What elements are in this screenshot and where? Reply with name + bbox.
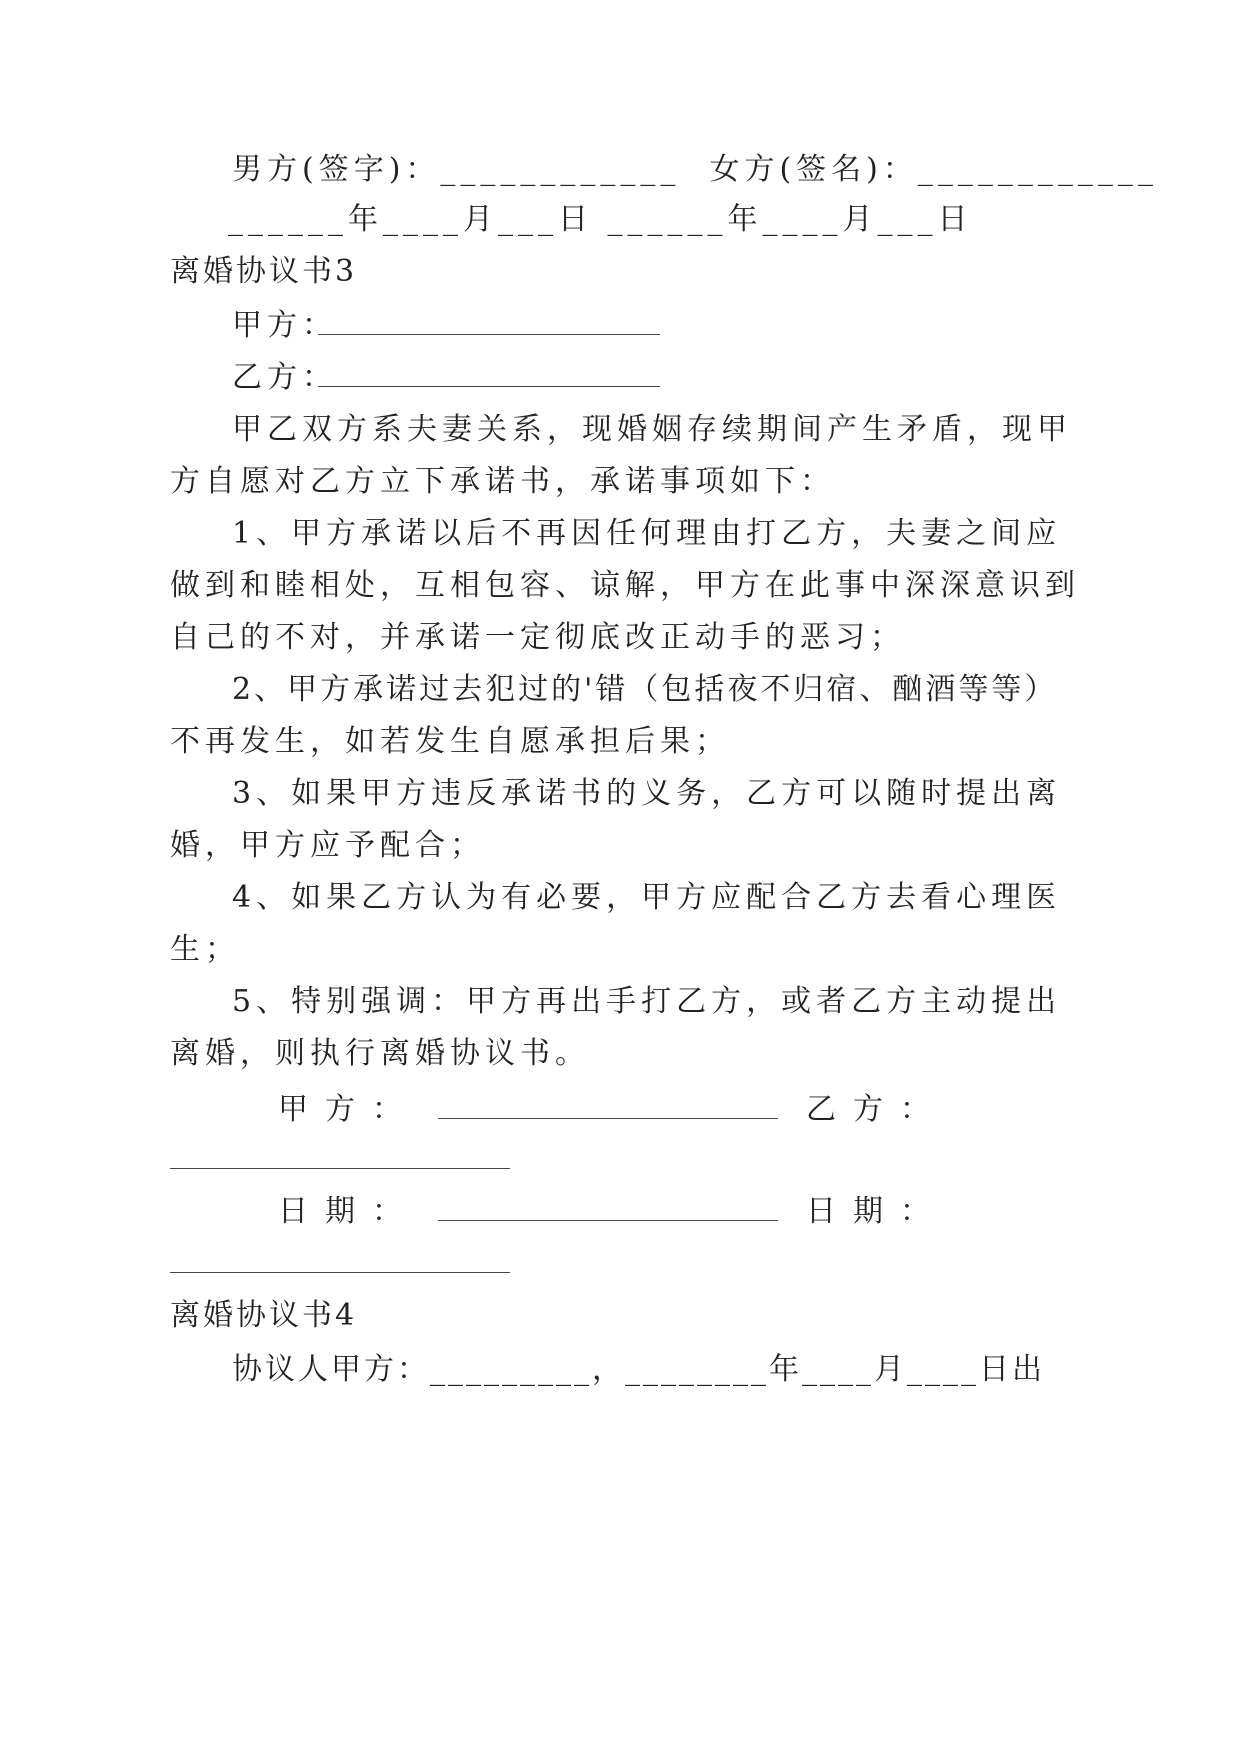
sign-date-a-label: 日期：: [278, 1194, 419, 1229]
clause-line: 离婚，则执行离婚协议书。: [170, 1036, 590, 1071]
party-b-label: 乙方：: [232, 360, 337, 395]
intro-line: 方自愿对乙方立下承诺书，承诺事项如下：: [170, 464, 835, 499]
signature-line-man-woman: 男方(签字)：____________ 女方(签名)：____________: [232, 152, 1158, 187]
sign-party-b-blank: [170, 1168, 510, 1169]
party-b-blank: [318, 386, 660, 387]
sign-date-b-label: 日期：: [806, 1194, 947, 1229]
sign-party-a-blank: [438, 1118, 778, 1119]
sign-party-a-label: 甲方：: [278, 1092, 419, 1127]
clause-line: 2、甲方承诺过去犯过的'错（包括夜不归宿、酗酒等等）: [232, 672, 1058, 707]
clause-line: 婚，甲方应予配合；: [170, 828, 485, 863]
clause-line: 3、如果甲方违反承诺书的义务，乙方可以随时提出离: [232, 776, 1062, 811]
section-title: 离婚协议书4: [170, 1298, 358, 1333]
party-a-label: 甲方：: [232, 308, 337, 343]
clause-line: 4、如果乙方认为有必要，甲方应配合乙方去看心理医: [232, 880, 1062, 915]
intro-line: 甲乙双方系夫妻关系，现婚姻存续期间产生矛盾，现甲: [232, 412, 1072, 447]
clause-line: 1、甲方承诺以后不再因任何理由打乙方，夫妻之间应: [232, 516, 1062, 551]
party-a-blank: [318, 334, 660, 335]
clause-line: 生；: [170, 932, 240, 967]
clause-line: 5、特别强调：甲方再出手打乙方，或者乙方主动提出: [232, 984, 1062, 1019]
agreement-party-line: 协议人甲方：_________，________年____月____日出: [232, 1352, 1045, 1387]
sign-date-a-blank: [438, 1220, 778, 1221]
section-title: 离婚协议书3: [170, 254, 358, 289]
sign-party-b-label: 乙方：: [806, 1092, 947, 1127]
clause-line: 不再发生，如若发生自愿承担后果；: [170, 724, 730, 759]
clause-line: 做到和睦相处，互相包容、谅解，甲方在此事中深深意识到: [170, 568, 1080, 603]
signature-date-line: ______年____月___日 ______年____月___日: [228, 202, 973, 237]
clause-line: 自己的不对，并承诺一定彻底改正动手的恶习；: [170, 620, 905, 655]
sign-date-b-blank: [170, 1272, 510, 1273]
